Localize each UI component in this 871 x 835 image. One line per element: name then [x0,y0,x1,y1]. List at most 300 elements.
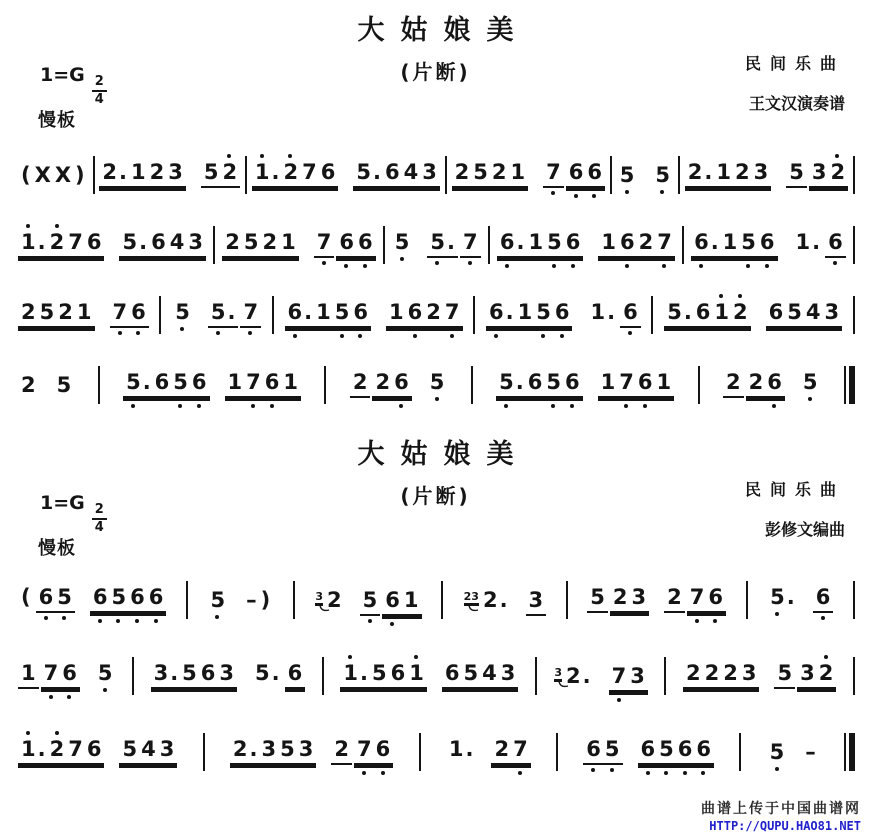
barline [566,581,568,619]
note-digit: 2 [733,300,748,324]
note [385,162,400,183]
note [749,372,764,393]
beam-group [201,162,240,188]
octave-down-dot [695,619,699,623]
note-digit: ) [260,587,271,612]
note-digit: 2 [352,370,368,394]
beam-group [746,372,785,398]
augmentation-dot: . [812,230,821,254]
final-barline-thick [849,733,855,771]
note [408,302,423,323]
octave-down-dot [118,331,122,335]
piece-subtitle: (片断) [400,60,471,84]
note [283,162,298,183]
measure [767,739,819,764]
beat [18,162,88,187]
octave-down-dot [552,264,556,268]
octave-down-dot [135,619,139,623]
note-digit: 6 [287,661,303,685]
note [657,372,672,393]
note [696,739,711,760]
note-digit: 2 [334,737,350,761]
octave-up-dot [824,655,828,659]
beat [350,372,412,398]
beat [598,372,675,398]
octave-down-dot [368,619,372,623]
octave-down-dot [197,404,201,408]
beat [119,739,177,765]
beam-group [386,302,463,328]
barline [664,657,666,695]
measure [463,585,547,616]
note-digit: 7 [112,300,128,324]
note-digit: 2 [612,585,628,609]
barline [98,366,100,404]
note [130,587,145,608]
note [233,739,258,760]
octave-down-dot [248,331,252,335]
note [630,663,645,688]
measure [583,739,714,765]
note [565,372,580,393]
note-digit: 5 [356,160,371,184]
note-digit: 3 [630,663,645,688]
beam-group [587,302,618,323]
octave-down-dot [362,771,366,775]
beam-group [526,587,547,616]
note [131,302,146,323]
note-digit: 5 [57,585,72,609]
note [126,372,151,393]
note-digit: 7 [689,585,705,609]
beam-group [392,232,413,253]
barline [678,156,680,194]
note-digit: 5 [655,162,670,187]
beam-group [382,587,421,616]
note [605,739,620,760]
note [430,372,445,393]
measure [683,663,836,689]
octave-down-dot [518,771,522,775]
note-digit: 1 [600,370,616,394]
octave-down-dot [591,768,595,772]
augmentation-dot: . [372,160,381,184]
note [175,302,190,323]
measure [99,162,240,188]
beam-group [486,302,572,328]
grace-note [315,585,323,604]
barline [853,581,855,619]
note [678,739,693,760]
octave-down-dot [699,264,703,268]
octave-down-dot [570,404,574,408]
note [334,739,349,760]
note [122,739,137,760]
barline [186,581,188,619]
beam-group [566,162,605,188]
measure [392,232,481,258]
note [688,162,713,183]
octave-down-dot [468,261,472,265]
octave-down-dot [505,264,509,268]
note [528,372,543,393]
note [536,302,551,323]
barline [651,296,653,334]
grace-note [464,585,479,604]
barline [445,156,447,194]
music-system [18,280,855,350]
measure [587,587,726,613]
octave-down-dot [293,334,297,338]
note-digit: 3 [741,661,757,685]
measure [314,585,421,616]
note [376,739,391,760]
note [657,232,672,253]
note-digit: 4 [482,661,497,685]
note [733,302,748,323]
note [501,663,516,684]
octave-down-dot [772,404,776,408]
note [611,663,627,688]
note [150,162,165,183]
beam-group [350,372,371,398]
measure [172,302,261,328]
octave-up-dot [414,655,418,659]
credits-block [745,470,845,550]
note-digit: 5 [659,737,674,761]
octave-up-dot [835,154,839,158]
note-digit: – [805,739,816,764]
augmentation-dot: . [683,300,692,324]
note [805,739,816,764]
note-digit: 6 [154,370,170,394]
note [93,587,108,608]
beat [110,302,149,328]
note [825,302,840,323]
barline [739,733,741,771]
note [667,587,682,608]
piece-2 [0,420,871,790]
note-digit: 5 [429,370,445,394]
augmentation-dot: . [142,370,151,394]
note-digit: 1 [409,661,424,685]
beat [553,661,593,687]
note [188,232,203,253]
augmentation-dot: . [704,160,713,184]
note [499,372,524,393]
note-digit: ( [21,585,31,609]
note-digit: 6 [554,300,570,324]
note [68,739,83,760]
slur-icon [467,604,479,614]
beat [617,162,638,187]
beat [285,302,371,328]
note [302,162,317,183]
augmentation-dot: . [582,663,591,688]
note-digit: 3 [528,587,544,612]
note [619,162,635,187]
note [283,372,298,393]
beat [766,302,843,328]
note [590,302,615,323]
final-barline-thick [849,366,855,404]
note-digit: 6 [489,300,504,324]
note-digit: 1 [716,160,731,184]
note [800,663,815,684]
note [262,739,277,760]
note [586,739,601,760]
note-digit: 2 [58,300,73,324]
beam-group [802,739,819,764]
beat [497,232,583,258]
beat [463,585,511,611]
beam-group [222,232,299,258]
octave-down-dot [399,404,403,408]
note-digit: ) [75,162,85,187]
note [686,663,701,684]
note-digit: 1 [528,230,544,254]
beam-group [360,587,381,616]
beam-group [90,587,167,613]
note-digit: 1 [656,370,672,394]
beam-group [372,372,411,398]
beat [18,302,95,328]
beat [813,587,834,613]
note-digit: 6 [353,300,369,324]
beat [526,587,547,616]
octave-down-dot [215,615,219,619]
beam-group [54,372,75,397]
note [422,162,437,183]
beat [587,587,649,613]
footer [701,798,861,833]
octave-down-dot [746,264,750,268]
note-digit: 6 [151,230,166,254]
note [244,232,259,253]
octave-down-dot [98,619,102,623]
note [288,663,303,684]
octave-down-dot [413,334,417,338]
note-digit: 5 [175,300,190,324]
note [463,232,478,253]
note-digit: 5 [430,230,446,254]
augmentation-dot: . [227,300,236,324]
octave-down-dot [116,619,120,623]
note [528,587,544,612]
note [812,162,827,183]
barline [853,156,855,194]
beam-group [336,232,375,258]
measure [446,739,531,765]
note [343,663,368,684]
note-digit: 5 [210,300,226,324]
note-digit: 5 [741,230,756,254]
note [566,232,581,253]
note-digit: 5 [255,661,270,685]
measure [285,302,463,328]
note [87,739,102,760]
note-digit: 7 [357,737,372,761]
note [816,587,831,608]
note [754,162,769,183]
measure [18,162,88,187]
octave-down-dot [643,404,647,408]
beam-group [41,663,80,689]
beat [314,585,344,611]
note-digit: 2 [748,370,764,394]
note-digit: 2 [685,661,701,685]
note [357,739,372,760]
octave-down-dot [833,261,837,265]
octave-down-dot [821,616,825,620]
beam-group [610,587,649,613]
beam-group [314,585,344,611]
beam-group [340,663,426,689]
note-digit: 6 [200,661,216,685]
octave-down-dot [504,404,508,408]
note-digit: 2 [830,160,846,184]
note-digit: 6 [407,300,423,324]
note [154,663,179,684]
note-digit: 2 [149,160,165,184]
note [601,232,616,253]
note [518,302,533,323]
note [613,587,628,608]
note-digit: 6 [384,160,400,184]
octave-down-dot [610,768,614,772]
note-digit: 7 [513,737,528,761]
octave-down-dot [251,404,255,408]
augmentation-dot: . [37,230,46,254]
note-digit: 6 [264,370,280,394]
note-digit: 7 [68,737,83,761]
note-digit: 7 [302,160,317,184]
octave-down-dot [775,767,779,771]
beam-group [767,587,798,608]
note-digit: 6 [444,661,460,685]
note-digit: 1 [601,230,616,254]
note [566,663,591,688]
note [21,232,46,253]
beam-group [285,302,371,328]
octave-up-dot [719,294,723,298]
key-signature: 1=G [40,492,85,514]
barline [441,581,443,619]
beam-group [583,739,622,765]
note-digit: 6 [759,230,775,254]
note [75,162,85,187]
note-digit: 3 [824,300,840,324]
note [39,587,54,608]
note [372,663,387,684]
note [44,663,59,684]
note [122,232,147,253]
beam-group [497,232,583,258]
octave-down-dot [358,334,362,338]
note [828,232,843,253]
beat [18,739,104,765]
beam-group [766,302,843,328]
note [787,302,802,323]
beat [18,372,39,397]
note-digit: 3 [753,160,769,184]
note [789,162,804,183]
note [590,587,605,608]
beat [119,232,205,258]
barline [93,156,95,194]
note [769,739,785,764]
note-digit: 2 [102,160,117,184]
measure [230,739,393,765]
measure [691,232,846,258]
barline [324,366,326,404]
beam-group [353,162,439,188]
beat [230,739,316,765]
octave-down-dot [765,264,769,268]
augmentation-dot: . [249,737,258,761]
note [280,739,295,760]
beat [638,739,715,765]
time-signature [92,503,107,534]
octave-up-dot [260,154,264,158]
beam-group [452,162,529,188]
beat [95,663,116,684]
octave-down-dot [131,404,135,408]
barline [853,657,855,695]
note [58,302,73,323]
augmentation-dot: . [505,300,514,324]
credit-source: 民间乐曲 [744,54,845,73]
note [489,302,514,323]
note-digit: 2 [818,661,834,685]
measure [723,372,821,398]
beat [486,302,572,328]
beam-group [598,372,675,398]
footer-url-link[interactable]: HTTP://QUPU.HAO81.NET [709,819,861,833]
octave-down-dot [344,264,348,268]
note [362,587,378,612]
note-digit: 6 [623,300,638,324]
note [201,663,216,684]
beam-group [208,302,239,328]
note [587,162,602,183]
note [546,162,561,183]
note [641,739,656,760]
octave-down-dot [178,404,182,408]
octave-down-dot [628,331,632,335]
note-digit: 6 [499,230,515,254]
note [705,663,720,684]
note [21,739,46,760]
beat [583,739,622,765]
note [149,587,164,608]
note-digit: 5 [802,370,818,394]
note-digit: 5 [769,739,785,764]
note [500,232,525,253]
note-digit: 5 [182,661,197,685]
octave-up-dot [55,731,59,735]
note [726,372,741,393]
augmentation-dot: . [304,300,313,324]
beat [723,372,785,398]
note-digit: 2 [566,663,581,688]
note [601,372,616,393]
octave-down-dot [625,264,629,268]
octave-down-dot [660,190,664,194]
beam-group [427,372,448,393]
octave-up-dot [227,154,231,158]
note [770,587,795,608]
